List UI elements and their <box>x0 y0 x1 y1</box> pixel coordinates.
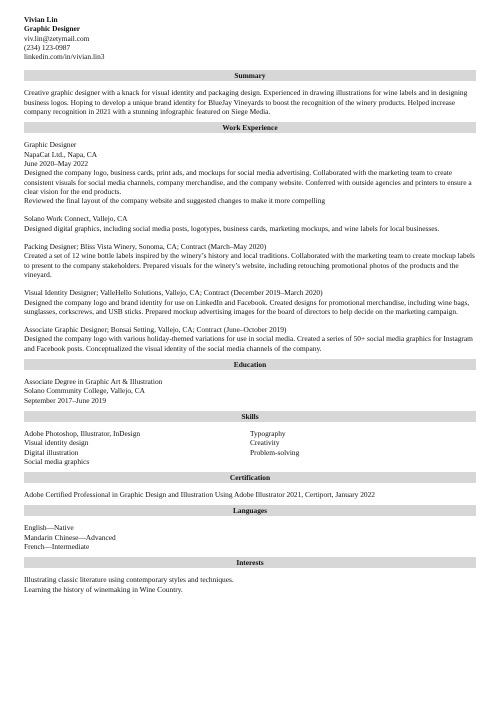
skill-item: Social media graphics <box>24 456 90 466</box>
contact-phone: (234) 123-0987 <box>24 42 71 52</box>
education-dates: September 2017–June 2019 <box>24 395 107 405</box>
job-heading: Associate Graphic Designer; Bonsai Setting, Vallejo, CA; Contract (June–October 2019) <box>24 325 287 335</box>
job-title: Graphic Designer <box>24 140 77 150</box>
skill-item: Creativity <box>250 438 280 448</box>
job-entry <box>24 242 476 279</box>
resume-header <box>24 15 476 61</box>
job-description-extra: Reviewed the final layout of the company website and suggested changes to make it more compelling <box>24 196 326 206</box>
education-degree: Associate Degree in Graphic Art & Illustration <box>24 377 163 387</box>
skill-item: Problem-solving <box>250 447 300 457</box>
language-item: English—Native <box>24 523 74 533</box>
job-description: Created a set of 12 wine bottle labels inspired by the winery’s history and local traditions. Collaborated with the marketing team to create mockup labels to present to the company stakeholders. Prepared visuals for the winery’s website, including retouching promotional photos of the products and the vineyard. <box>24 251 475 279</box>
job-description: Designed the company logo with various holiday-themed variations for use in social media. Created a series of 50+ social media graphics for Instagram and Facebook posts. Conceptualized the visual identity of the social media channels of the company. <box>24 334 473 353</box>
job-dates: June 2020–May 2022 <box>24 158 89 168</box>
contact-email[interactable]: viv.lin@zetymail.com <box>24 33 90 43</box>
section-heading-skills: Skills <box>24 411 476 422</box>
skills-column-right <box>250 429 476 466</box>
language-item: Mandarin Chinese—Advanced <box>24 532 116 542</box>
section-heading-certification: Certification <box>24 472 476 483</box>
job-heading: Visual Identity Designer; ValleHello Solutions, Vallejo, CA; Contract (December 2019–March 2020) <box>24 288 323 298</box>
skill-item: Adobe Photoshop, Illustrator, InDesign <box>24 428 141 438</box>
skill-item: Digital illustration <box>24 447 79 457</box>
certification-text: Adobe Certified Professional in Graphic Design and Illustration Using Adobe Illustrator 2021, Certiport, January 2022 <box>24 490 375 500</box>
candidate-title: Graphic Designer <box>24 24 81 34</box>
job-company: Solano Work Connect, Vallejo, CA <box>24 214 128 224</box>
job-entry <box>24 140 476 205</box>
job-description: Designed the company logo, business cards, print ads, and mockups for social media advertising. Collaborated with the marketing team to create consistent visuals for social media channels, company merchandise, and the company website. Conferred with outside agencies and printers to ensure a clear vision for the end products. <box>24 168 472 196</box>
section-heading-languages: Languages <box>24 505 476 516</box>
contact-linkedin[interactable]: linkedin.com/in/vivian.lin3 <box>24 52 105 62</box>
section-heading-interests: Interests <box>24 557 476 568</box>
skill-item: Typography <box>250 428 286 438</box>
skills-list <box>24 429 476 466</box>
job-entry <box>24 325 476 353</box>
section-heading-education: Education <box>24 359 476 370</box>
skills-column-left <box>24 429 250 466</box>
skill-item: Visual identity design <box>24 438 89 448</box>
job-description: Designed digital graphics, including social media posts, logotypes, business cards, marketing mockups, and wine labels for local businesses. <box>24 223 440 233</box>
interests-list <box>24 575 476 594</box>
job-entry <box>24 288 476 316</box>
languages-list <box>24 523 476 551</box>
interest-item: Learning the history of winemaking in Wine Country. <box>24 584 183 594</box>
job-heading: Packing Designer; Bliss Vista Winery, Sonoma, CA; Contract (March–May 2020) <box>24 242 267 252</box>
job-company: NapaCat Ltd., Napa, CA <box>24 149 98 159</box>
section-heading-summary: Summary <box>24 70 476 81</box>
interest-item: Illustrating classic literature using contemporary styles and techniques. <box>24 575 234 585</box>
summary-text: Creative graphic designer with a knack for visual identity and packaging design. Experienced in drawing illustrations for wine labels and in designing business logos. Hoping to develop a unique brand identity for BlueJay Vineyards to boost the recognition of the winery products. Helped increase company recognition in 2021 with a stunning infographic featured on Siege Media. <box>24 88 468 117</box>
education-school: Solano Community College, Vallejo, CA <box>24 386 145 396</box>
section-heading-work-experience: Work Experience <box>24 122 476 133</box>
language-item: French—Intermediate <box>24 541 90 551</box>
education-entry <box>24 377 476 405</box>
work-experience-list <box>24 140 476 353</box>
candidate-name: Vivian Lin <box>24 15 58 24</box>
job-entry <box>24 214 476 233</box>
job-description: Designed the company logo and brand identity for use on LinkedIn and Facebook. Created designs for promotional merchandise, including wine bags, sunglasses, corkscrews, and USB sticks. Prepared mockup advertising images for the board of directors to help decide on the marketing campaign. <box>24 297 470 316</box>
